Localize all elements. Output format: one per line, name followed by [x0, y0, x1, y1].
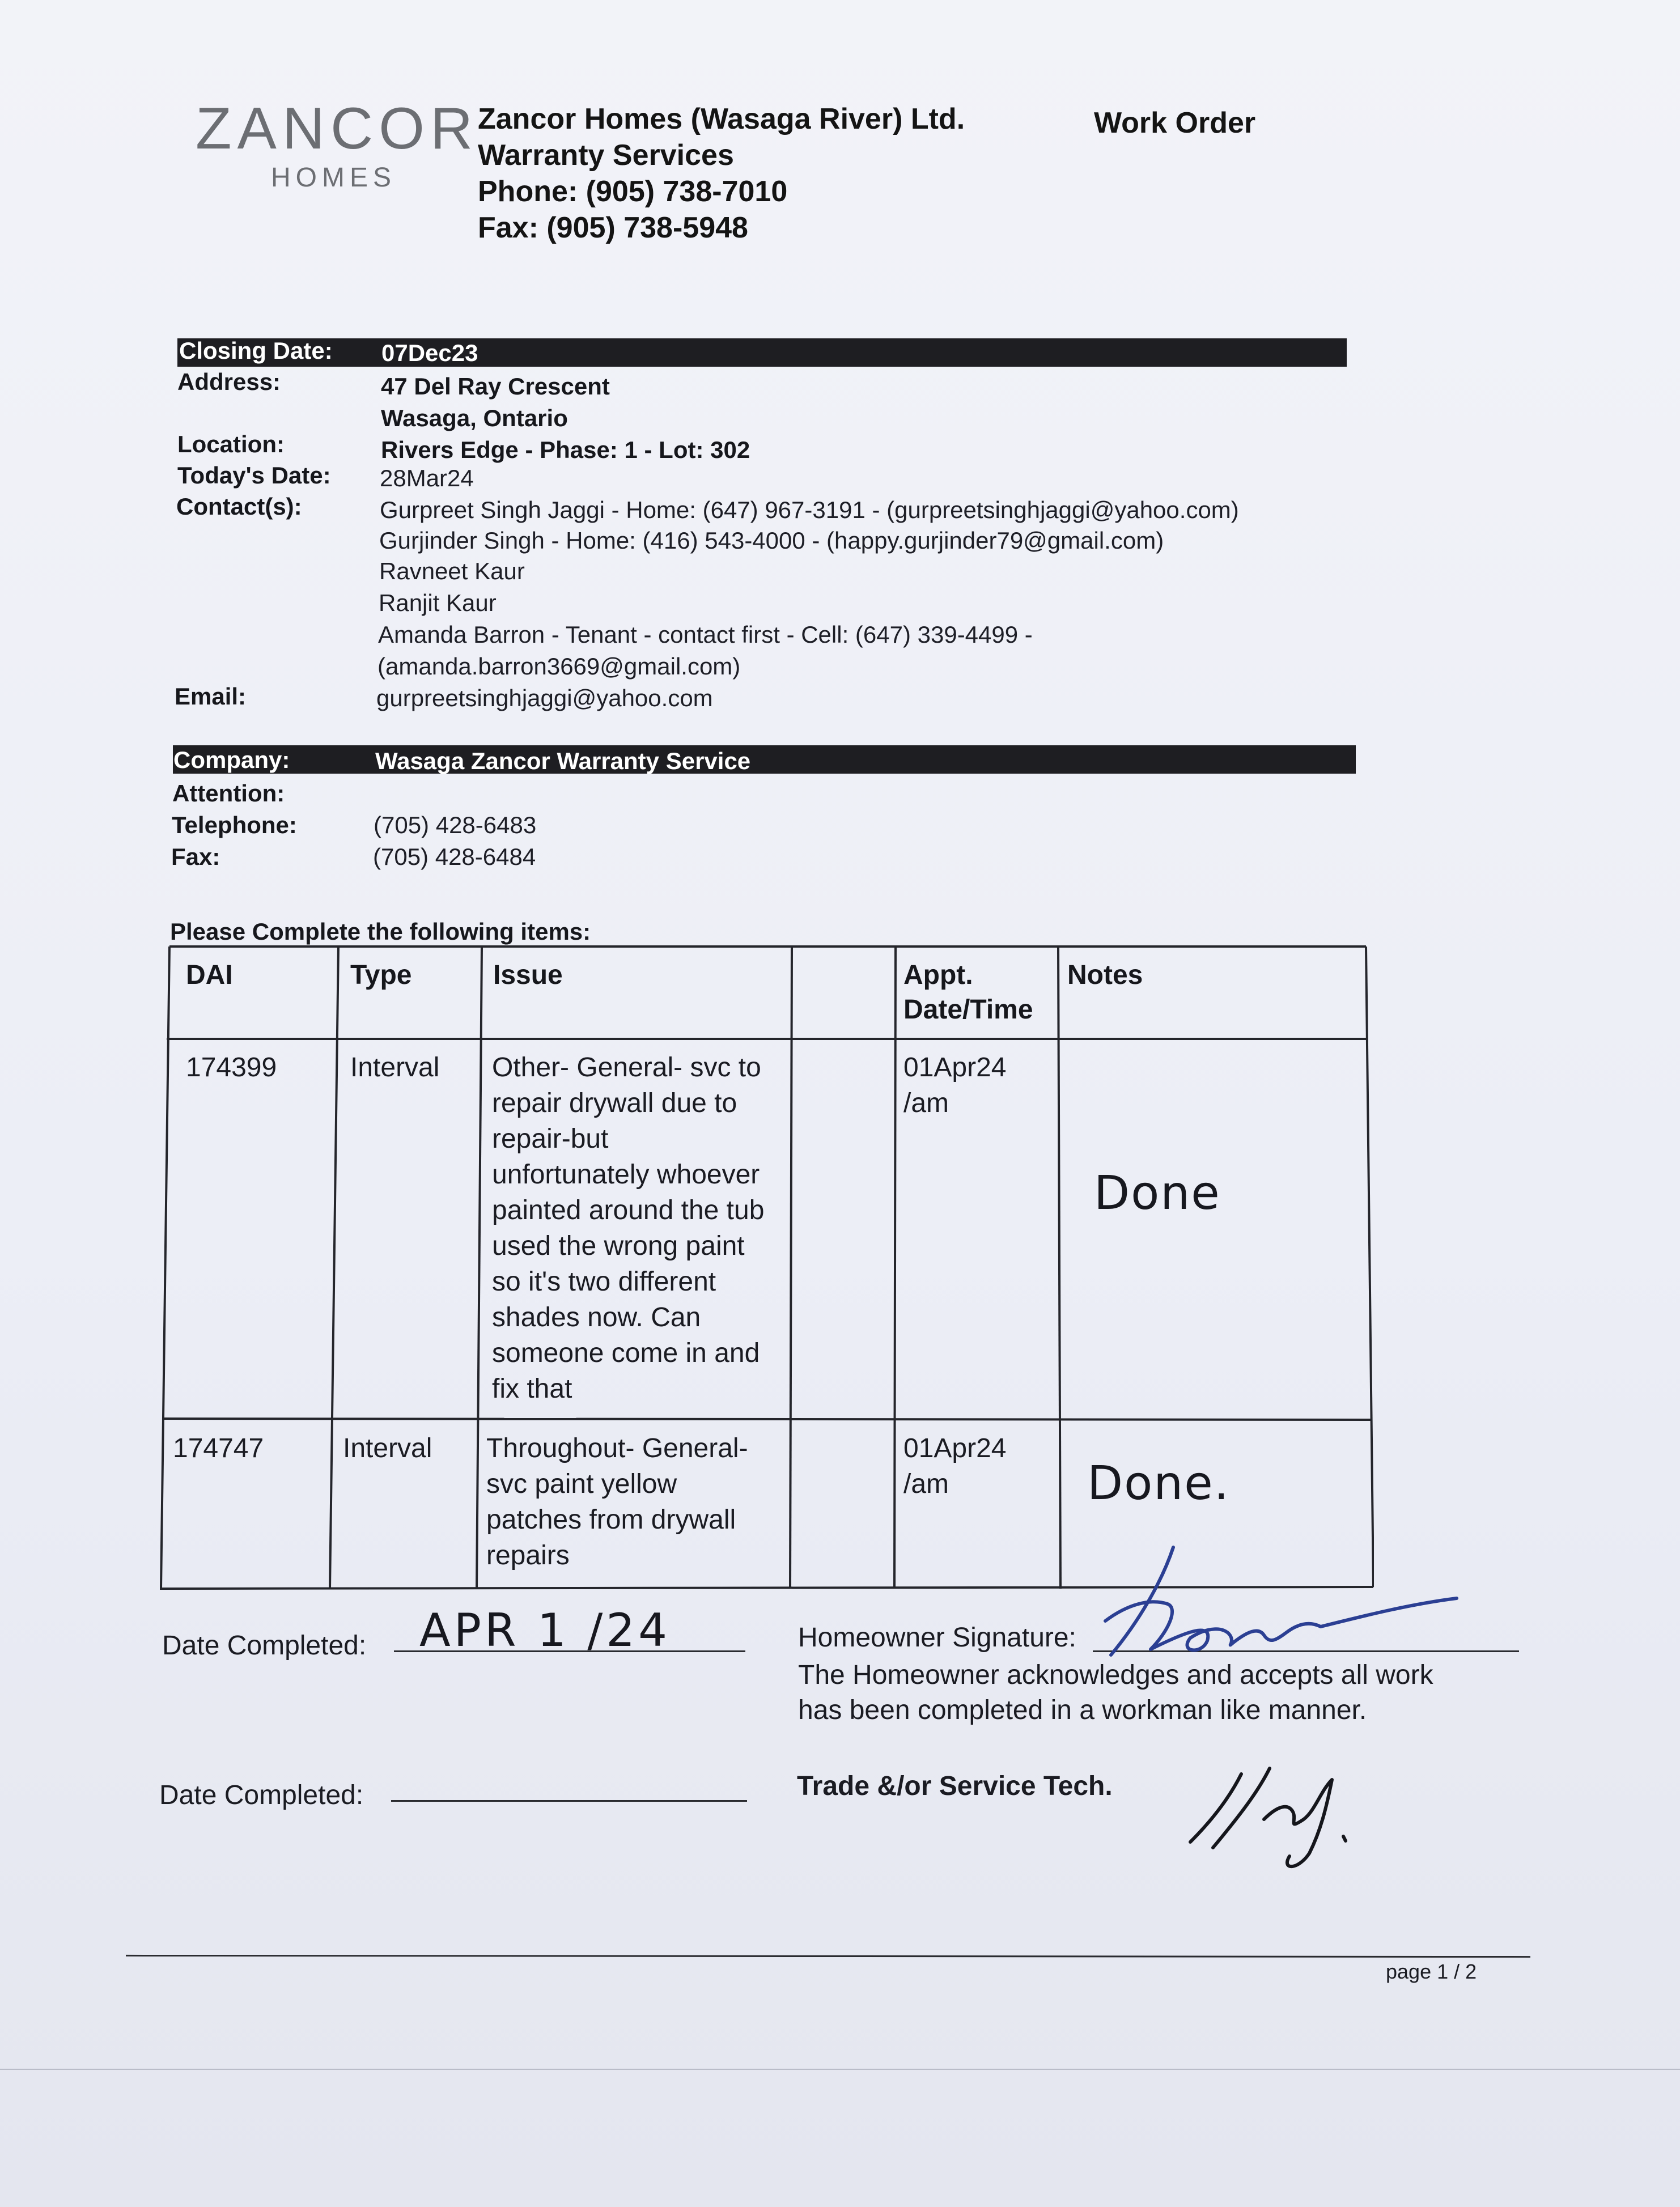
contacts-label: Contact(s): — [176, 493, 302, 520]
row-2-issue: Throughout- General- svc paint yellow patches from drywall repairs — [486, 1433, 748, 1571]
row-2-appt: 01Apr24 /am — [903, 1433, 1007, 1499]
telephone-label: Telephone: — [172, 812, 297, 838]
row-2-dai: 174747 — [173, 1433, 264, 1463]
row-1-dai: 174399 — [186, 1052, 277, 1083]
company-bar — [173, 745, 1356, 774]
document-type: Work Order — [1094, 107, 1256, 139]
closing-date-label: Closing Date: — [179, 337, 333, 364]
row-2-note-handwritten: Done. — [1087, 1457, 1230, 1510]
company-phone: Phone: (905) 738-7010 — [478, 175, 788, 208]
contact-line: Gurjinder Singh - Home: (416) 543-4000 - (happy.gurjinder79@gmail.com) — [379, 527, 1164, 554]
contact-line: (amanda.barron3669@gmail.com) — [377, 653, 741, 680]
location-label: Location: — [177, 431, 285, 457]
email-value: gurpreetsinghjaggi@yahoo.com — [376, 685, 713, 711]
location-value: Rivers Edge - Phase: 1 - Lot: 302 — [381, 436, 750, 463]
todays-date-label: Today's Date: — [177, 462, 331, 489]
closing-date-value: 07Dec23 — [381, 339, 478, 366]
trade-service-tech-label: Trade &/or Service Tech. — [797, 1771, 1113, 1801]
homeowner-ack-line-2: has been completed in a workman like manner. — [798, 1695, 1367, 1725]
company-label: Company: — [173, 746, 290, 773]
row-2-type: Interval — [343, 1433, 432, 1463]
contact-line: Ravneet Kaur — [379, 558, 525, 584]
homeowner-signature-label: Homeowner Signature: — [798, 1623, 1076, 1653]
date-completed-line-2 — [391, 1800, 747, 1802]
column-header-appt: Appt. Date/Time — [903, 960, 1033, 1025]
row-1-issue: Other- General- svc to repair drywall due to repair-but unfortunately whoever painted around the tub used the wrong paint so it's two different shades now. Can someone come in and fix that — [492, 1052, 765, 1404]
page-bottom-rule — [126, 1955, 1530, 1958]
column-header-notes: Notes — [1067, 960, 1143, 990]
company-value: Wasaga Zancor Warranty Service — [375, 748, 751, 774]
items-intro: Please Complete the following items: — [170, 918, 591, 945]
paper-fold-line — [0, 2069, 1680, 2070]
service-tech-signature — [1179, 1757, 1360, 1882]
date-completed-handwritten: APR 1 /24 — [419, 1604, 671, 1657]
department-name: Warranty Services — [478, 139, 734, 172]
zancor-logo: ZANCOR — [196, 96, 479, 162]
contact-line: Ranjit Kaur — [379, 589, 497, 616]
row-1-note-handwritten: Done — [1094, 1166, 1221, 1220]
date-completed-label: Date Completed: — [162, 1631, 367, 1661]
fax-value: (705) 428-6484 — [373, 843, 536, 870]
company-name: Zancor Homes (Wasaga River) Ltd. — [478, 103, 965, 135]
homeowner-signature — [1094, 1542, 1479, 1666]
telephone-value: (705) 428-6483 — [374, 812, 537, 838]
attention-label: Attention: — [172, 780, 285, 807]
address-line-1: 47 Del Ray Crescent — [381, 373, 610, 400]
column-header-type: Type — [350, 960, 412, 990]
row-1-type: Interval — [350, 1052, 440, 1083]
fax-label: Fax: — [171, 843, 220, 870]
todays-date-value: 28Mar24 — [380, 465, 474, 491]
contact-line: Amanda Barron - Tenant - contact first - Cell: (647) 339-4499 - — [378, 621, 1033, 648]
email-label: Email: — [175, 683, 247, 710]
company-fax: Fax: (905) 738-5948 — [478, 211, 748, 244]
row-1-appt: 01Apr24 /am — [903, 1052, 1007, 1118]
address-label: Address: — [177, 368, 281, 395]
zancor-logo-subtitle: HOMES — [271, 163, 397, 193]
date-completed-label-2: Date Completed: — [159, 1780, 364, 1810]
homeowner-ack-line-1: The Homeowner acknowledges and accepts all work — [798, 1660, 1433, 1690]
address-line-2: Wasaga, Ontario — [381, 405, 568, 431]
closing-date-bar — [177, 338, 1347, 367]
column-header-issue: Issue — [493, 960, 563, 990]
page-number: page 1 / 2 — [1386, 1960, 1477, 1983]
contact-line: Gurpreet Singh Jaggi - Home: (647) 967-3191 - (gurpreetsinghjaggi@yahoo.com) — [380, 496, 1239, 523]
column-header-dai: DAI — [186, 960, 233, 990]
